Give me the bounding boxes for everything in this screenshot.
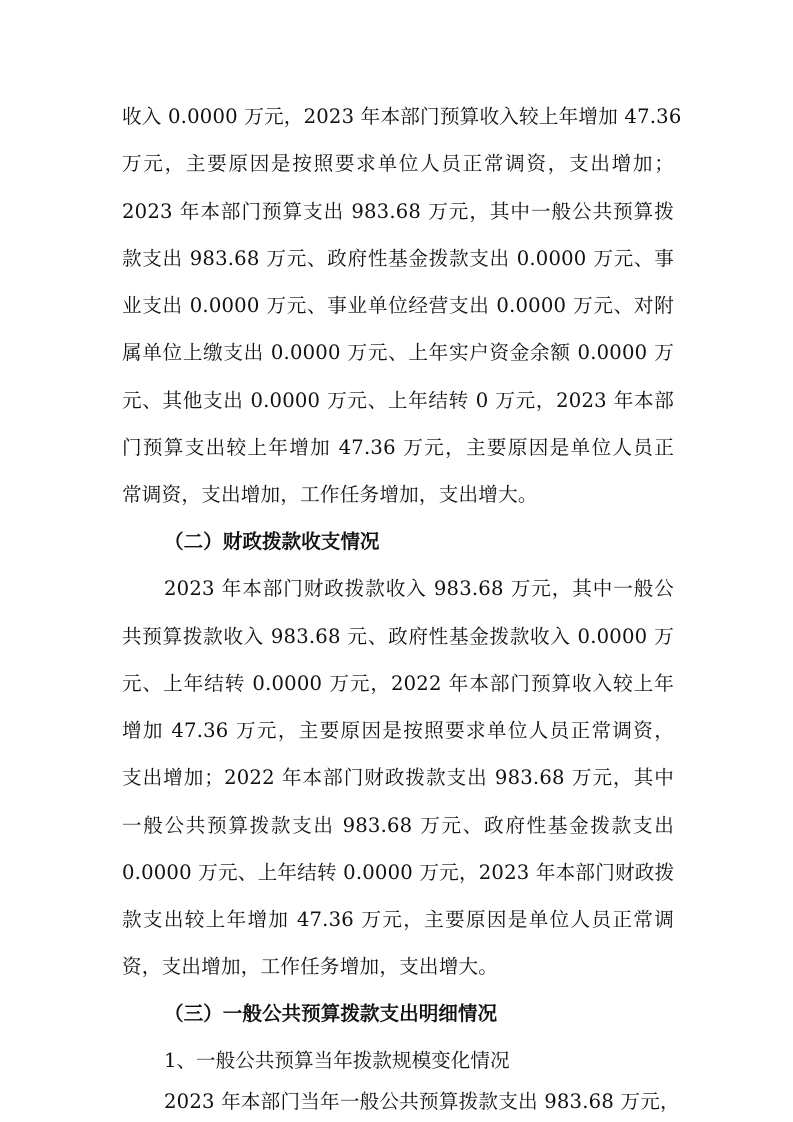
paragraph2-line-1: 2023 年本部门财政拨款收入 983.68 万元，其中一般公 [164,577,674,600]
section-heading-3: （三）一般公共预算拨款支出明细情况 [164,1002,498,1025]
paragraph1-line-2: 万元，主要原因是按照要求单位人员正常调资，支出增加； [122,152,674,175]
paragraph1-line-6: 属单位上缴支出 0.0000 万元、上年实户资金余额 0.0000 万 [122,341,674,364]
paragraph1-line-7: 元、其他支出 0.0000 万元、上年结转 0 万元，2023 年本部 [122,389,674,412]
paragraph2-line-7: 0.0000 万元、上年结转 0.0000 万元，2023 年本部门财政拨 [122,861,675,884]
paragraph2-line-3: 元、上年结转 0.0000 万元，2022 年本部门预算收入较上年 [122,672,674,695]
subitem-heading-1: 1、一般公共预算当年拨款规模变化情况 [164,1049,510,1072]
section-heading-2: （二）财政拨款收支情况 [164,530,380,553]
paragraph2-line-8: 款支出较上年增加 47.36 万元，主要原因是单位人员正常调 [122,908,674,931]
paragraph2-line-2: 共预算拨款收入 983.68 元、政府性基金拨款收入 0.0000 万 [122,625,674,648]
paragraph3-line-1: 2023 年本部门当年一般公共预算拨款支出 983.68 万元， [164,1090,680,1113]
paragraph2-line-9: 资，支出增加，工作任务增加，支出增大。 [122,955,499,978]
paragraph1-line-4: 款支出 983.68 万元、政府性基金拨款支出 0.0000 万元、事 [122,247,674,270]
paragraph2-line-5: 支出增加；2022 年本部门财政拨款支出 983.68 万元，其中 [122,766,674,789]
paragraph2-line-4: 增加 47.36 万元，主要原因是按照要求单位人员正常调资， [122,719,674,742]
paragraph1-line-1: 收入 0.0000 万元，2023 年本部门预算收入较上年增加 47.36 [122,105,682,128]
paragraph2-line-6: 一般公共预算拨款支出 983.68 万元、政府性基金拨款支出 [122,814,674,837]
paragraph1-line-5: 业支出 0.0000 万元、事业单位经营支出 0.0000 万元、对附 [122,294,674,317]
paragraph1-line-9: 常调资，支出增加，工作任务增加，支出增大。 [122,483,538,506]
paragraph1-line-3: 2023 年本部门预算支出 983.68 万元，其中一般公共预算拨 [122,200,674,223]
paragraph1-line-8: 门预算支出较上年增加 47.36 万元，主要原因是单位人员正 [122,436,674,459]
